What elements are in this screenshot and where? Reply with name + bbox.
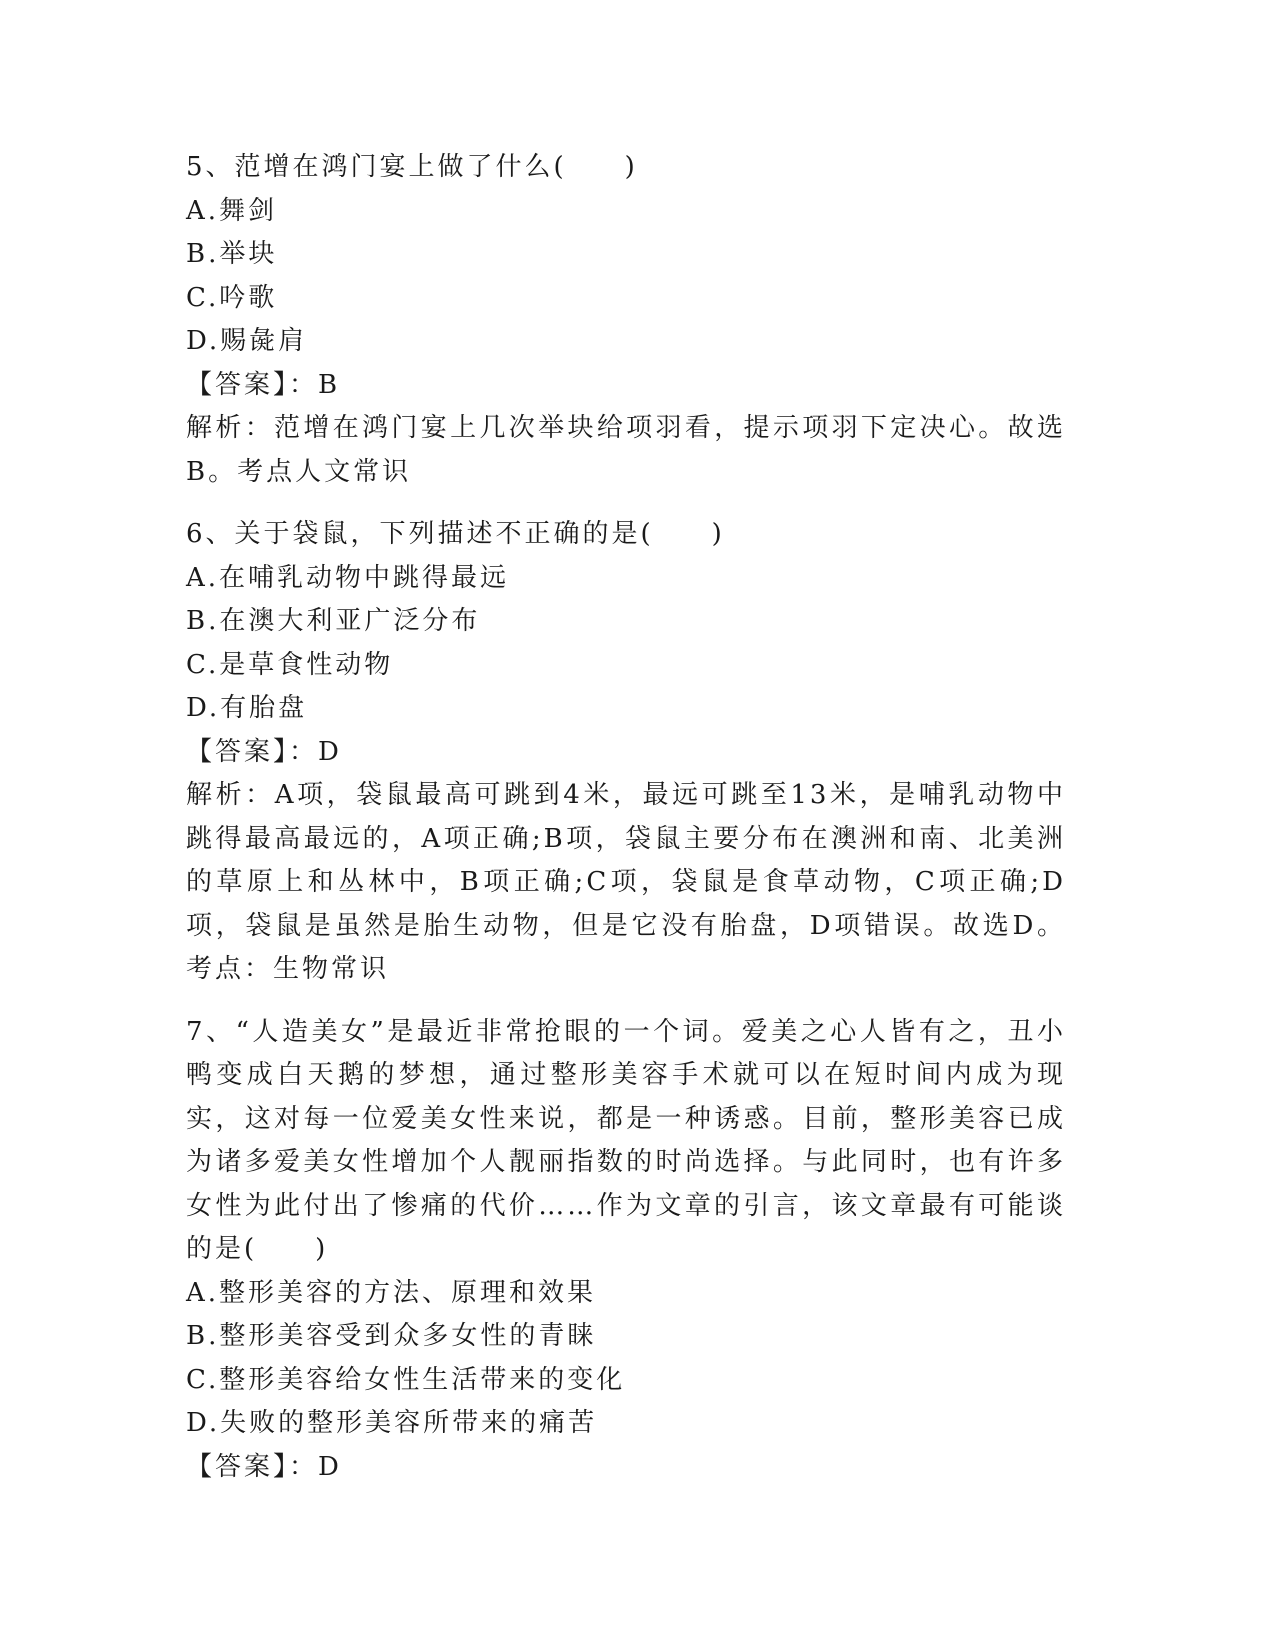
option-a: A.整形美容的方法、原理和效果 <box>186 1277 597 1308</box>
question-5 <box>186 146 1066 494</box>
answer-label: 【答案】： <box>186 369 319 400</box>
question-7 <box>186 1011 1066 1490</box>
answer-line <box>186 731 1066 775</box>
answer-label: 【答案】： <box>186 1451 319 1482</box>
question-stem: 7、“人造美女”是最近非常抢眼的一个词。爱美之心人皆有之，丑小鸭变成白天鹅的梦想，通过整形美容手术就可以在短时间内成为现实，这对每一位爱美女性来说，都是一种诱惑。目前，整形美容已成为诸多爱美女性增加个人靓丽指数的时尚选择。与此同时，也有许多女性为此付出了惨痛的代价……作为文章的引言，该文章最有可能谈的是( ) <box>186 1016 1066 1264</box>
option-a: A.舞剑 <box>186 195 278 226</box>
option-d: D.有胎盘 <box>186 693 308 723</box>
option-b: B.在澳大利亚广泛分布 <box>186 606 481 636</box>
option-c: C.是草食性动物 <box>186 649 394 680</box>
answer-value: D <box>318 736 342 767</box>
option-d: D.赐彘肩 <box>186 326 308 356</box>
option-d: D.失败的整形美容所带来的痛苦 <box>186 1408 598 1438</box>
option-a: A.在哺乳动物中跳得最远 <box>186 562 510 593</box>
option-b: B.整形美容受到众多女性的青睐 <box>186 1321 597 1351</box>
answer-label: 【答案】： <box>186 736 319 767</box>
answer-value: B <box>318 369 341 400</box>
option-b: B.举块 <box>186 239 278 269</box>
answer-line <box>186 1446 1066 1490</box>
analysis-text: 解析：A项，袋鼠最高可跳到4米，最远可跳至13米，是哺乳动物中跳得最高最远的，A项正确;B项，袋鼠主要分布在澳洲和南、北美洲的草原上和丛林中，B项正确;C项，袋鼠是食草动物，C项正确;D项，袋鼠是虽然是胎生动物，但是它没有胎盘，D项错误。故选D。考点：生物常识 <box>186 780 1066 984</box>
question-stem: 6、关于袋鼠，下列描述不正确的是( ) <box>186 519 725 549</box>
analysis-text: 解析：范增在鸿门宴上几次举块给项羽看，提示项羽下定决心。故选B。考点人文常识 <box>186 413 1066 487</box>
document-content <box>186 146 1066 1489</box>
question-stem: 5、范增在鸿门宴上做了什么( ) <box>186 152 638 182</box>
question-6 <box>186 513 1066 992</box>
option-c: C.整形美容给女性生活带来的变化 <box>186 1364 626 1395</box>
option-c: C.吟歌 <box>186 282 278 313</box>
answer-value: D <box>318 1451 342 1482</box>
answer-line <box>186 364 1066 408</box>
